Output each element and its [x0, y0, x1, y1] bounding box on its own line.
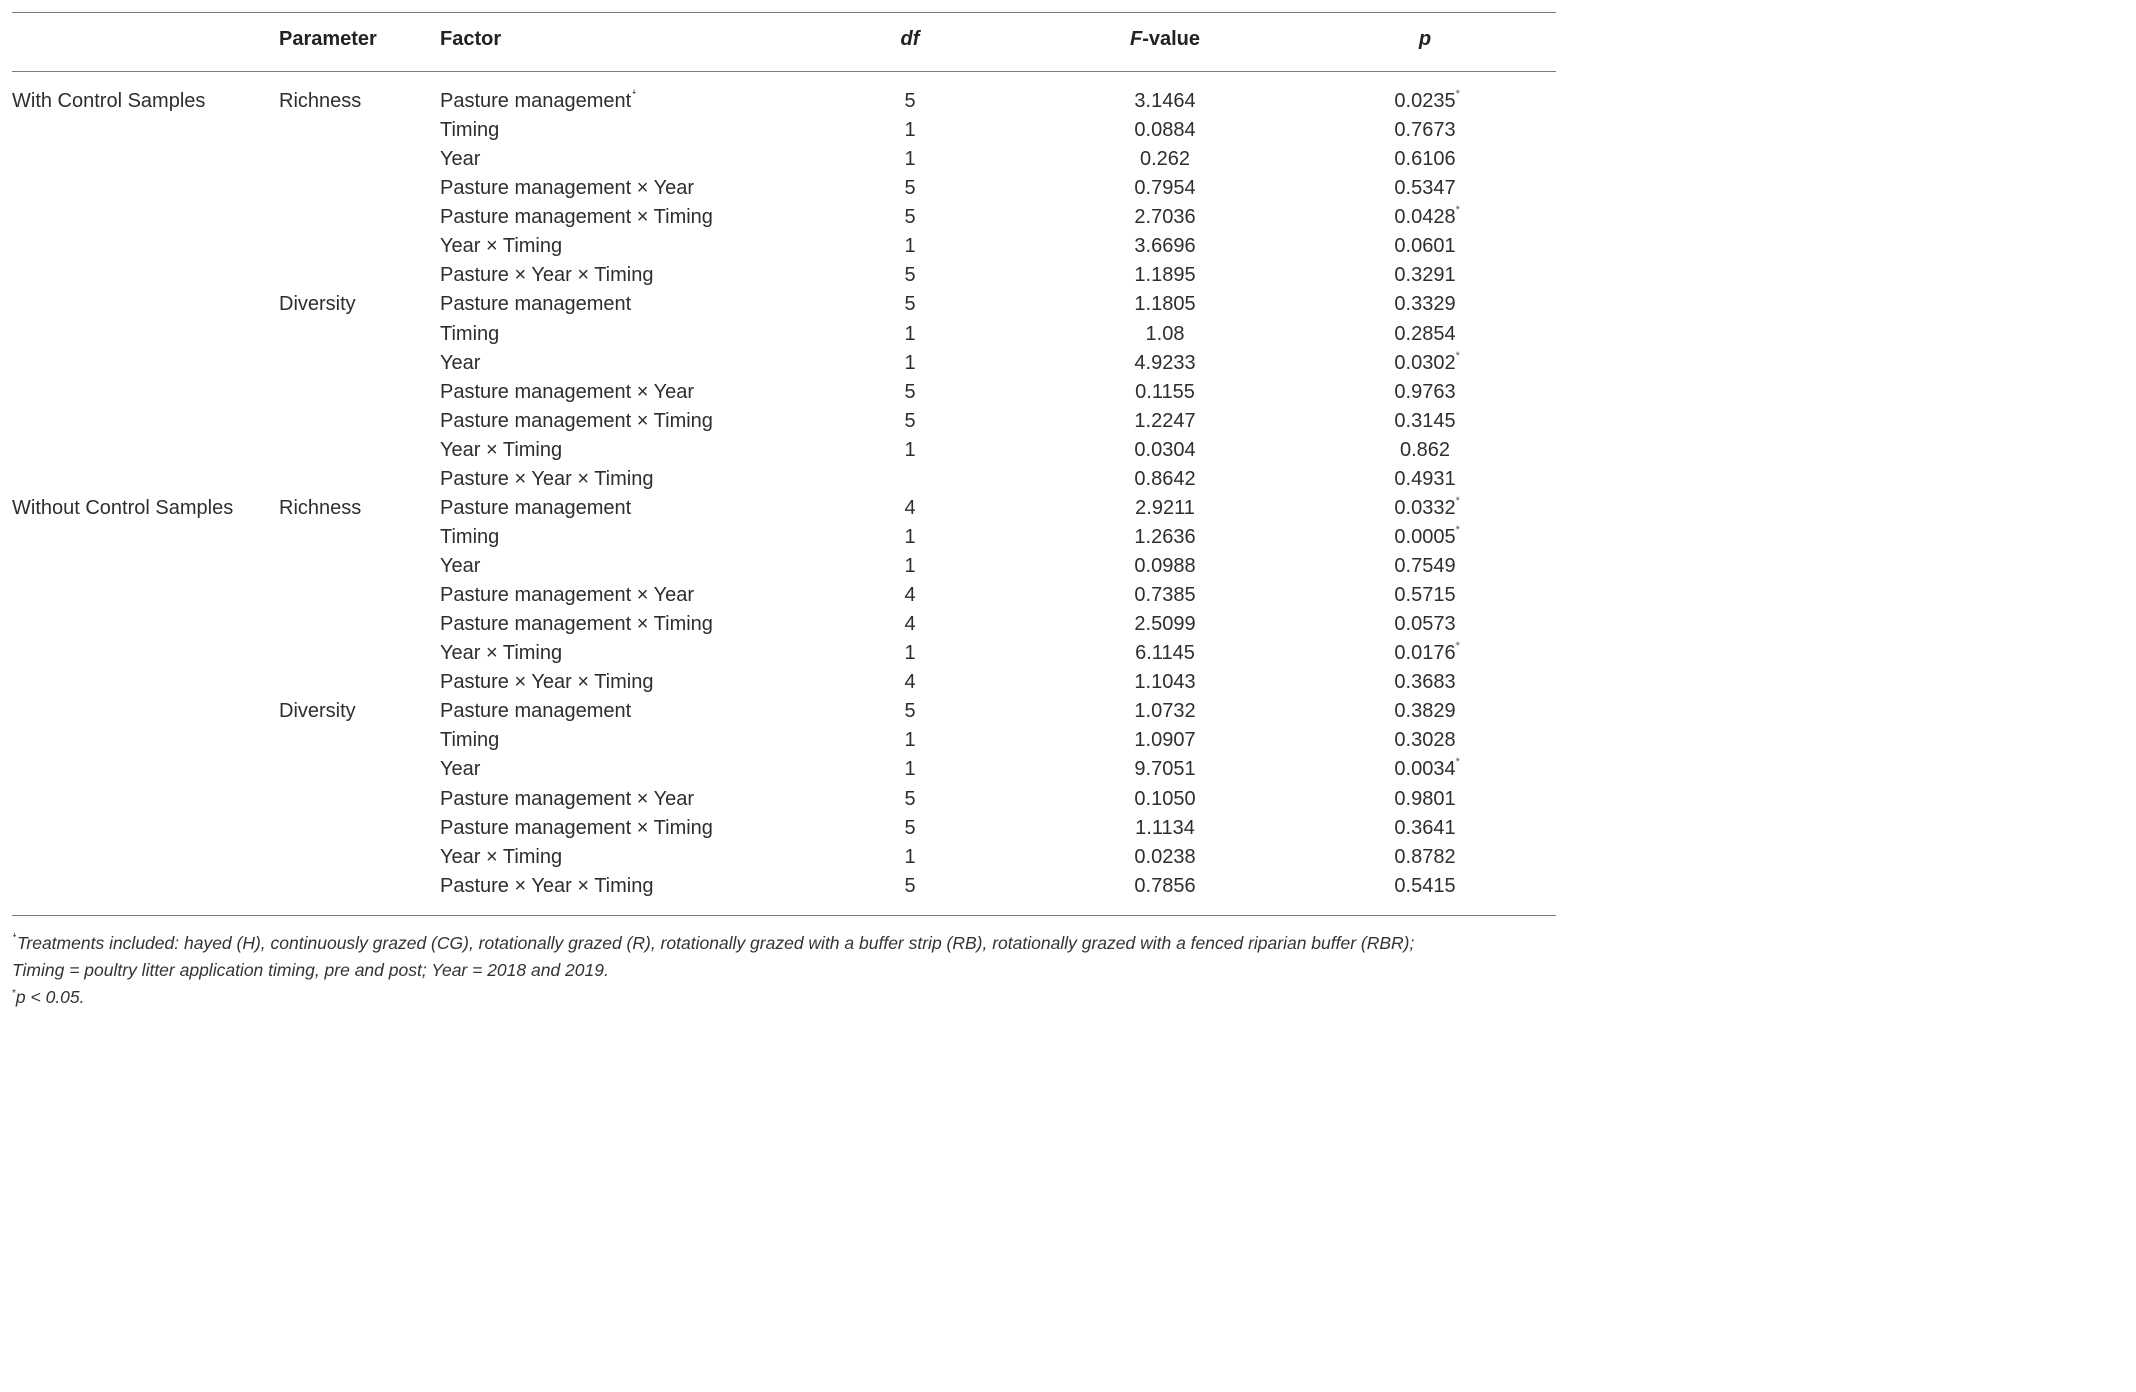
pvalue-text: 0.0302	[1394, 351, 1456, 374]
factor-cell	[440, 726, 499, 755]
table-row	[0, 436, 1568, 465]
significance-mark: *	[1455, 494, 1460, 507]
fvalue-cell: 0.0884	[1134, 119, 1196, 142]
pvalue-wrap	[1394, 581, 1455, 610]
factor-text: Year	[440, 148, 481, 171]
parameter-cell: Richness	[279, 90, 362, 112]
table-row	[0, 872, 1568, 901]
fvalue-cell: 1.1134	[1135, 816, 1195, 839]
factor-text: Year × Timing	[440, 438, 563, 461]
pvalue-cell	[1365, 581, 1485, 610]
pvalue-cell	[1365, 872, 1485, 901]
pvalue-cell	[1365, 552, 1485, 581]
fvalue-cell: 2.5099	[1134, 613, 1196, 636]
factor-text: Pasture management × Timing	[440, 206, 713, 229]
table-row	[0, 843, 1568, 872]
pvalue-text: 0.862	[1399, 438, 1451, 461]
pvalue-cell	[1365, 232, 1485, 261]
df-cell: 4	[904, 671, 916, 694]
pvalue-wrap	[1394, 639, 1460, 668]
fvalue-cell: 1.0907	[1134, 729, 1196, 752]
table-row	[0, 349, 1568, 378]
factor-text: Pasture × Year × Timing	[440, 671, 654, 694]
pvalue-cell	[1365, 668, 1485, 697]
fvalue-cell: 1.1805	[1134, 293, 1196, 316]
parameter-cell: Diversity	[279, 293, 356, 316]
factor-cell	[440, 697, 631, 726]
factor-text: Year × Timing	[440, 845, 563, 868]
parameter-cell: Richness	[279, 496, 362, 519]
table-body	[0, 87, 1568, 901]
footnote-sig-text: p < 0.05.	[15, 987, 85, 1007]
footnote-treatments	[12, 930, 1556, 957]
fvalue-cell: 4.9233	[1134, 351, 1196, 374]
pvalue-cell	[1365, 785, 1485, 814]
pvalue-wrap	[1394, 610, 1455, 639]
pvalue-wrap	[1394, 116, 1455, 145]
factor-cell	[440, 145, 480, 174]
pvalue-text: 0.5347	[1394, 177, 1456, 200]
table-row	[0, 87, 1568, 116]
df-cell: 1	[904, 148, 916, 171]
pvalue-cell	[1365, 494, 1485, 523]
factor-cell	[440, 232, 562, 261]
pvalue-text: 0.5415	[1394, 874, 1456, 897]
factor-cell	[440, 378, 694, 407]
factor-cell	[440, 465, 653, 494]
table-row	[0, 203, 1568, 232]
pvalue-text: 0.5715	[1394, 584, 1456, 607]
table-row	[0, 639, 1568, 668]
header-factor: Factor	[440, 28, 502, 50]
pvalue-wrap	[1394, 872, 1455, 901]
pvalue-cell	[1365, 261, 1485, 290]
factor-text: Pasture × Year × Timing	[440, 467, 654, 490]
table-top-rule	[12, 12, 1556, 13]
table-row	[0, 581, 1568, 610]
table-row	[0, 610, 1568, 639]
parameter-cell: Diversity	[279, 700, 356, 723]
table-row	[0, 814, 1568, 843]
factor-cell	[440, 785, 694, 814]
table-row	[0, 697, 1568, 726]
df-cell: 1	[904, 642, 916, 665]
factor-cell	[440, 87, 637, 116]
df-cell: 4	[904, 613, 916, 636]
fvalue-cell: 1.1895	[1134, 264, 1196, 287]
df-cell: 4	[904, 496, 916, 519]
df-cell: 1	[904, 555, 916, 577]
factor-cell	[440, 320, 499, 349]
pvalue-wrap	[1394, 726, 1455, 755]
fvalue-cell: 0.262	[1139, 148, 1191, 171]
header-fvalue	[1090, 28, 1240, 51]
factor-text: Year	[440, 351, 481, 374]
factor-text: Pasture management	[440, 90, 632, 112]
pvalue-text: 0.7673	[1394, 119, 1456, 142]
df-cell: 1	[904, 729, 916, 752]
factor-cell	[440, 494, 631, 523]
df-cell: 1	[904, 525, 916, 548]
df-cell: 5	[904, 787, 916, 810]
factor-cell	[440, 349, 480, 378]
factor-text: Pasture management × Year	[440, 584, 695, 607]
fvalue-cell: 0.0238	[1134, 845, 1196, 868]
factor-text: Pasture management	[440, 293, 632, 316]
df-cell: 1	[904, 119, 916, 142]
pvalue-cell	[1365, 610, 1485, 639]
df-cell: 1	[904, 845, 916, 868]
df-cell: 5	[904, 177, 916, 200]
pvalue-cell	[1365, 145, 1485, 174]
table-row	[0, 320, 1568, 349]
fvalue-cell: 2.7036	[1134, 206, 1196, 229]
header-p-text: p	[1418, 28, 1432, 50]
table-row	[0, 523, 1568, 552]
pvalue-text: 0.8782	[1394, 845, 1456, 868]
pvalue-wrap	[1394, 378, 1455, 407]
table-row	[0, 232, 1568, 261]
significance-mark: *	[1455, 640, 1460, 653]
df-cell: 5	[904, 206, 916, 229]
factor-text: Year	[440, 758, 481, 781]
pvalue-text: 0.0005	[1394, 525, 1456, 548]
fvalue-cell: 1.2636	[1134, 525, 1196, 548]
fvalue-cell: 1.1043	[1134, 671, 1196, 694]
pvalue-wrap	[1394, 465, 1455, 494]
pvalue-wrap	[1394, 523, 1460, 552]
factor-cell	[440, 755, 480, 784]
fvalue-cell: 0.0988	[1134, 555, 1196, 577]
fvalue-cell: 9.7051	[1134, 758, 1196, 781]
table-header-rule	[12, 71, 1556, 72]
factor-cell	[440, 814, 713, 843]
factor-text: Timing	[440, 729, 500, 752]
df-cell: 5	[904, 90, 916, 112]
pvalue-text: 0.0176	[1394, 642, 1456, 665]
factor-cell	[440, 843, 562, 872]
table-header-row	[0, 28, 1568, 58]
pvalue-text: 0.0034	[1394, 758, 1456, 781]
factor-text: Timing	[440, 525, 500, 548]
fvalue-cell: 0.1050	[1134, 787, 1196, 810]
significance-mark: *	[1455, 88, 1460, 100]
fvalue-cell: 0.7856	[1134, 874, 1196, 897]
factor-text: Pasture management × Timing	[440, 816, 713, 839]
fvalue-cell: 0.1155	[1135, 380, 1195, 403]
significance-mark: *	[1455, 523, 1460, 536]
pvalue-cell	[1365, 290, 1485, 319]
table-row	[0, 407, 1568, 436]
pvalue-cell	[1365, 697, 1485, 726]
significance-mark: *	[1455, 204, 1460, 217]
fvalue-cell: 2.9211	[1135, 496, 1195, 519]
header-df-text: df	[900, 28, 920, 50]
factor-text: Pasture management × Year	[440, 787, 695, 810]
factor-text: Timing	[440, 119, 500, 142]
table-row	[0, 378, 1568, 407]
factor-cell	[440, 407, 713, 436]
factor-text: Pasture × Year × Timing	[440, 874, 654, 897]
fvalue-cell: 6.1145	[1135, 642, 1195, 665]
footnote-treatments-line1: Treatments included: hayed (H), continuously grazed (CG), rotationally grazed (R), rotationally grazed with a buffer strip (RB), rotationally grazed with a fenced riparian buffer (RBR);	[17, 933, 1415, 953]
pvalue-wrap	[1394, 203, 1460, 232]
pvalue-wrap	[1394, 407, 1455, 436]
pvalue-wrap	[1394, 290, 1455, 319]
pvalue-text: 0.0235	[1394, 90, 1456, 112]
df-cell: 1	[904, 758, 916, 781]
factor-cell	[440, 203, 713, 232]
table-row	[0, 726, 1568, 755]
pvalue-wrap	[1394, 174, 1455, 203]
pvalue-wrap	[1394, 232, 1455, 261]
pvalue-wrap	[1400, 436, 1450, 465]
pvalue-cell	[1365, 814, 1485, 843]
df-cell: 5	[904, 293, 916, 316]
factor-text: Pasture management × Timing	[440, 409, 713, 432]
factor-cell	[440, 872, 653, 901]
fvalue-cell: 0.7954	[1134, 177, 1196, 200]
pvalue-cell	[1365, 407, 1485, 436]
pvalue-cell	[1365, 755, 1485, 784]
significance-mark: *	[1455, 349, 1460, 362]
factor-text: Pasture management × Timing	[440, 613, 713, 636]
df-cell: 5	[904, 816, 916, 839]
pvalue-text: 0.3829	[1394, 700, 1456, 723]
factor-text: Pasture management × Year	[440, 380, 695, 403]
factor-text: Pasture management	[440, 496, 632, 519]
pvalue-cell	[1365, 726, 1485, 755]
pvalue-text: 0.2854	[1394, 322, 1456, 345]
factor-text: Year × Timing	[440, 642, 563, 665]
factor-text: Pasture management	[440, 700, 632, 723]
factor-cell	[440, 610, 713, 639]
pvalue-cell	[1365, 843, 1485, 872]
fvalue-cell: 0.0304	[1134, 438, 1196, 461]
factor-cell	[440, 552, 480, 581]
factor-cell	[440, 436, 562, 465]
header-fvalue-italic: F	[1129, 28, 1143, 50]
fvalue-cell: 0.8642	[1134, 467, 1196, 490]
df-cell: 1	[904, 438, 916, 461]
pvalue-text: 0.0332	[1394, 496, 1456, 519]
pvalue-wrap	[1394, 697, 1455, 726]
pvalue-wrap	[1394, 668, 1455, 697]
df-cell: 5	[904, 409, 916, 432]
fvalue-cell: 0.7385	[1134, 584, 1196, 607]
fvalue-cell: 1.08	[1145, 322, 1185, 345]
pvalue-cell	[1365, 523, 1485, 552]
pvalue-cell	[1365, 378, 1485, 407]
table-row	[0, 145, 1568, 174]
table-row	[0, 494, 1568, 523]
pvalue-wrap	[1394, 349, 1460, 378]
pvalue-wrap	[1394, 814, 1455, 843]
pvalue-text: 0.6106	[1394, 148, 1456, 171]
pvalue-wrap	[1394, 843, 1455, 872]
pvalue-cell	[1365, 639, 1485, 668]
df-cell: 1	[904, 235, 916, 258]
table-row	[0, 755, 1568, 784]
pvalue-cell	[1365, 320, 1485, 349]
pvalue-wrap	[1394, 87, 1460, 116]
pvalue-cell	[1365, 465, 1485, 494]
pvalue-wrap	[1394, 552, 1455, 581]
table-row	[0, 552, 1568, 581]
pvalue-text: 0.0573	[1394, 613, 1456, 636]
pvalue-text: 0.0428	[1394, 206, 1456, 229]
pvalue-text: 0.4931	[1394, 467, 1456, 490]
factor-cell	[440, 290, 631, 319]
fvalue-cell: 1.0732	[1134, 700, 1196, 723]
df-cell: 5	[904, 380, 916, 403]
table-row	[0, 290, 1568, 319]
pvalue-text: 0.3145	[1394, 409, 1456, 432]
factor-text: Timing	[440, 322, 500, 345]
factor-cell	[440, 116, 499, 145]
df-cell: 4	[904, 584, 916, 607]
pvalue-cell	[1365, 349, 1485, 378]
pvalue-cell	[1365, 203, 1485, 232]
pvalue-text: 0.9763	[1394, 380, 1456, 403]
df-cell: 1	[904, 351, 916, 374]
pvalue-wrap	[1394, 261, 1455, 290]
df-cell: 5	[904, 700, 916, 723]
factor-cell	[440, 639, 562, 668]
table-bottom-rule	[12, 915, 1556, 916]
table-row	[0, 261, 1568, 290]
footnote-sig-mark: *	[12, 988, 16, 1000]
pvalue-text: 0.3641	[1394, 816, 1456, 839]
pvalue-text: 0.3329	[1394, 293, 1456, 316]
pvalue-text: 0.3291	[1394, 264, 1456, 287]
factor-cell	[440, 668, 653, 697]
pvalue-wrap	[1394, 755, 1460, 784]
factor-cell	[440, 261, 653, 290]
significance-mark: *	[1455, 756, 1460, 769]
df-cell: 5	[904, 264, 916, 287]
pvalue-text: 0.9801	[1394, 787, 1456, 810]
table-row	[0, 116, 1568, 145]
pvalue-text: 0.7549	[1394, 555, 1456, 577]
df-cell: 1	[904, 322, 916, 345]
factor-cell	[440, 523, 499, 552]
group-cell: Without Control Samples	[12, 496, 234, 519]
df-cell: 5	[904, 874, 916, 897]
fvalue-cell: 3.6696	[1134, 235, 1196, 258]
factor-footnote-mark: ꜜ	[631, 90, 637, 103]
footnote-significance	[12, 984, 1556, 1011]
pvalue-text: 0.0601	[1394, 235, 1456, 258]
factor-text: Year	[440, 555, 481, 577]
header-fvalue-rest: -value	[1142, 28, 1201, 50]
pvalue-wrap	[1394, 785, 1455, 814]
pvalue-cell	[1365, 436, 1485, 465]
header-df	[860, 28, 960, 51]
pvalue-text: 0.3683	[1394, 671, 1456, 694]
footnote-treatments-mark: ꜜ	[12, 934, 17, 946]
footnote-timing-year: Timing = poultry litter application timing, pre and post; Year = 2018 and 2019.	[12, 960, 609, 980]
factor-cell	[440, 174, 694, 203]
factor-text: Year × Timing	[440, 235, 563, 258]
pvalue-wrap	[1394, 494, 1460, 523]
table-row	[0, 174, 1568, 203]
pvalue-wrap	[1394, 145, 1455, 174]
pvalue-cell	[1365, 174, 1485, 203]
table-row	[0, 785, 1568, 814]
group-cell: With Control Samples	[12, 90, 206, 112]
header-p	[1385, 28, 1465, 51]
table-footnotes	[12, 930, 1556, 1011]
header-parameter: Parameter	[279, 28, 377, 50]
factor-cell	[440, 581, 694, 610]
fvalue-cell: 1.2247	[1134, 409, 1196, 432]
fvalue-cell: 3.1464	[1134, 90, 1196, 112]
factor-text: Pasture management × Year	[440, 177, 695, 200]
pvalue-cell	[1365, 116, 1485, 145]
table-row	[0, 668, 1568, 697]
pvalue-cell	[1365, 87, 1485, 116]
factor-text: Pasture × Year × Timing	[440, 264, 654, 287]
pvalue-text: 0.3028	[1394, 729, 1456, 752]
pvalue-wrap	[1394, 320, 1455, 349]
table-row	[0, 465, 1568, 494]
